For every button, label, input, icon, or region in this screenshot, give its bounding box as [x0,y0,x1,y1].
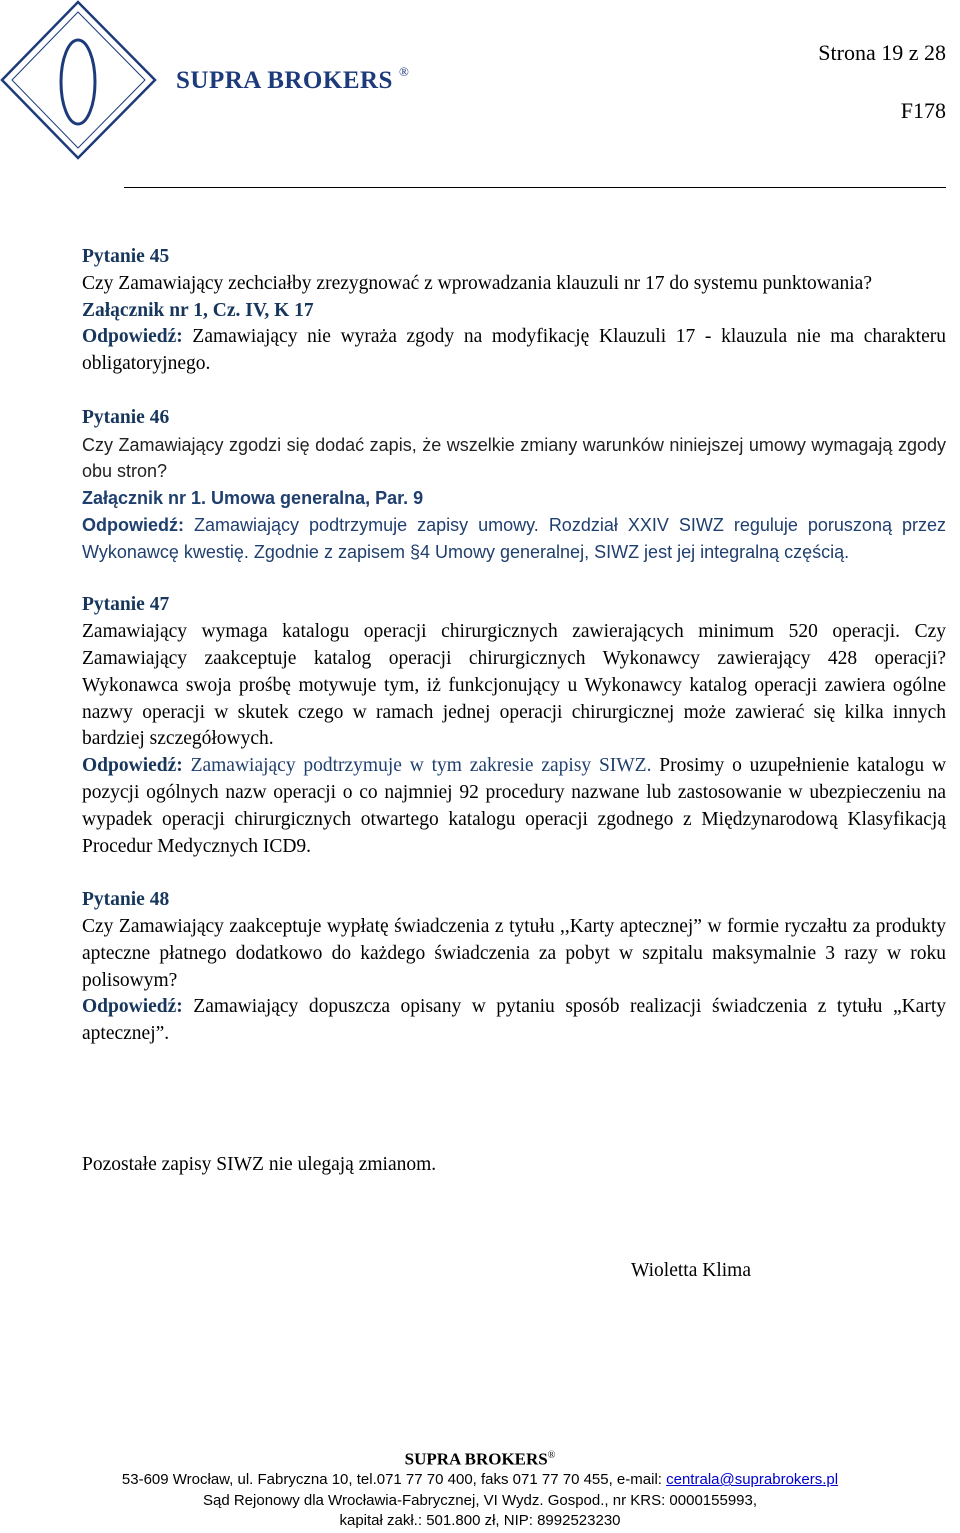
question-47-title: Pytanie 47 [82,594,170,616]
footer-email-link[interactable]: centrala@suprabrokers.pl [666,1471,839,1489]
answer-label: Odpowiedź: [82,755,183,777]
answer-text: Zamawiający podtrzymuje w tym zakresie zapisy SIWZ. [190,755,652,777]
question-47-text: Zamawiający wymaga katalogu operacji chirurgicznych zawierających minimum 520 operacji. Czy Zamawiający zaakceptuje katalog operacji chirurgicznych Wykonawcy zawierający 428 operacji? Wykonawca swoja prośbę motywuje tym, iż funkcjonujący u Wykonawcy katalog operacji zawiera ogólne nazwy operacji w skutek czego w ramach jednej operacji chirurgicznej może zawierać się kilka innych bardziej szczegółowych. [82,621,946,750]
question-45-text: Czy Zamawiający zechciałby zrezygnować z wprowadzania klauzuli nr 17 do systemu punktowania? [82,272,872,294]
answer-label: Odpowiedź: [82,514,184,535]
header-brand: SUPRA BROKERS ® [176,64,410,94]
question-48-title: Pytanie 48 [82,889,170,911]
footer-court: Sąd Rejonowy dla Wrocławia-Fabrycznej, VI Wydz. Gospod., nr KRS: 0000155993, [202,1491,758,1509]
question-46-title: Pytanie 46 [82,406,170,428]
closing-statement: Pozostałe zapisy SIWZ nie ulegają zmianom. [82,1154,437,1175]
question-45-title: Pytanie 45 [82,246,170,267]
question-46-answer [82,512,946,566]
footer-brand: SUPRA BROKERS® [404,1449,556,1469]
header-divider [124,187,946,188]
page-number: Strona 19 z 28 [818,40,946,65]
document-body [82,244,946,1048]
answer-text-2: Rozdział XXIV SIWZ reguluje poruszoną przez Wykonawcę kwestię. Zgodnie z zapisem §4 Umowy generalnej, SIWZ jest jej integralną częścią. [82,514,946,562]
signature: Wioletta Klima [631,1260,751,1281]
answer-text-2: Prosimy o uzupełnienie katalogu w pozycji ogólnych nazw operacji o co najmniej 92 procedury nazwane lub zastosowanie w ubezpieczeniu na wypadek operacji chirurgicznych otwartego katalogu operacji zgodnego z Międzynarodową Klasyfikacją Procedur Medycznych ICD9. [82,755,947,857]
footer-address: 53-609 Wrocław, ul. Fabryczna 10, tel.071 77 70 400, faks 071 77 70 455, e-mail: centrala@suprabrokers.pl [121,1471,839,1489]
answer-text: Zamawiający nie wyraża zgody na modyfikację Klauzuli 17 - klauzula nie ma charakteru obligatoryjnego. [82,326,946,375]
footer [0,1446,960,1532]
question-46-text: Czy Zamawiający zgodzi się dodać zapis, że wszelkie zmiany warunków niniejszej umowy wymagają zgody obu stron? [82,434,946,482]
question-45-answer [82,324,946,378]
question-47-answer [82,753,946,860]
question-46-reference: Załącznik nr 1. Umowa generalna, Par. 9 [82,488,424,509]
answer-label: Odpowiedź: [82,996,183,1018]
supra-brokers-logo [0,0,180,160]
footer-capital: kapitał zakł.: 501.800 zł, NIP: 8992523230 [339,1512,621,1530]
question-48-answer [82,994,946,1048]
answer-text: Zamawiający podtrzymuje zapisy umowy. [194,514,539,535]
question-48-text: Czy Zamawiający zaakceptuje wypłatę świadczenia z tytułu ,,Karty aptecznej” w formie ryczałtu za produkty apteczne płatnego dodatkowo do każdego świadczenia za pobyt w szpitalu maksymalnie 3 razy w roku polisowym? [82,915,946,991]
question-45-reference: Załącznik nr 1, Cz. IV, K 17 [82,299,314,321]
answer-text: Zamawiający dopuszcza opisany w pytaniu sposób realizacji świadczenia z tytułu „Karty aptecznej”. [82,996,946,1045]
document-code: F178 [900,98,946,123]
answer-label: Odpowiedź: [82,326,183,348]
